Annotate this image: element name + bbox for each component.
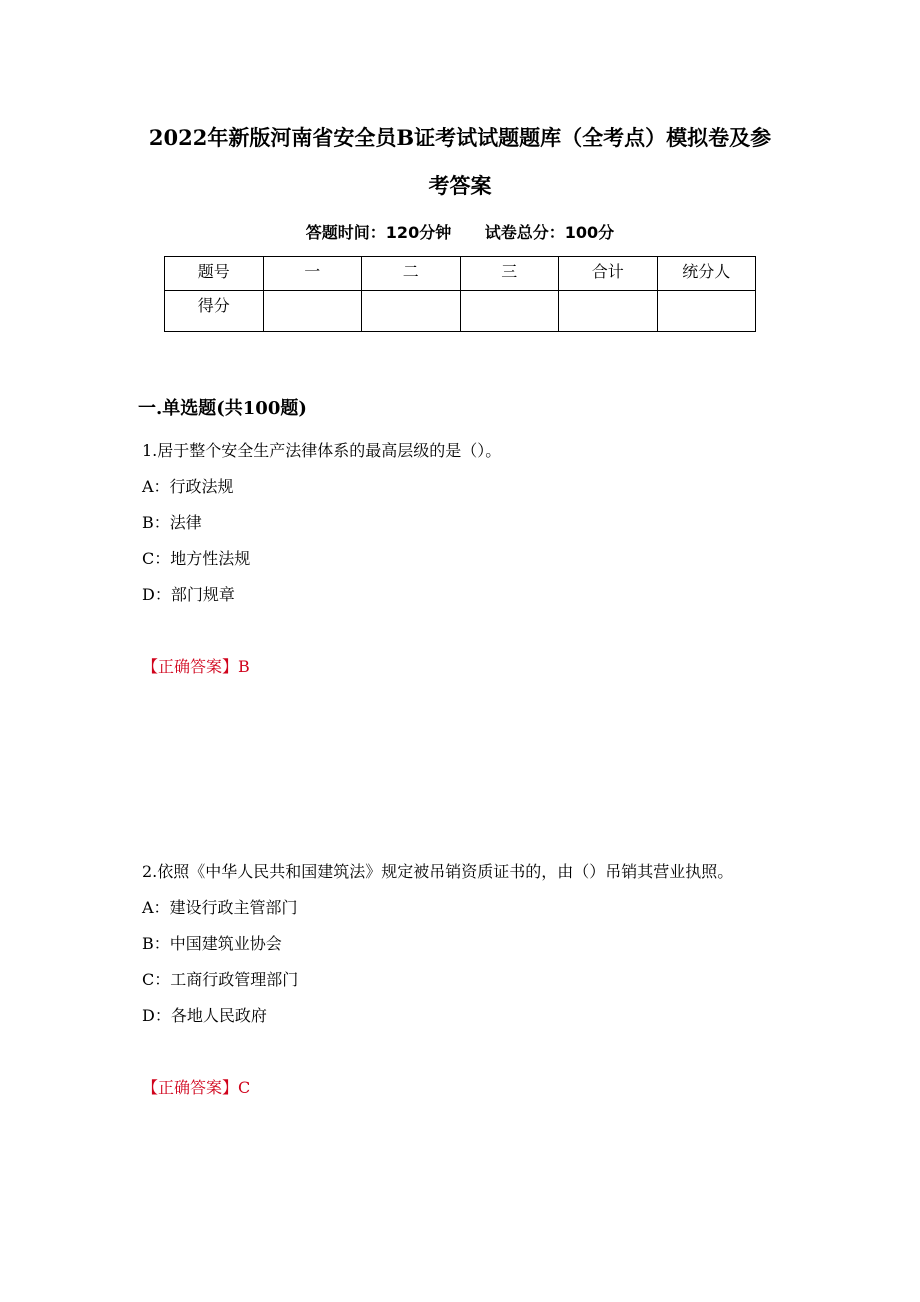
question-option: B：法律 [142,513,202,532]
question-stem: 2.依照《中华人民共和国建筑法》规定被吊销资质证书的，由（）吊销其营业执照。 [142,862,734,881]
document-title-line-2: 考答案 [428,173,492,198]
question-stem: 1.居于整个安全生产法律体系的最高层级的是（）。 [142,441,502,460]
score-cell [263,291,362,332]
document-title [110,114,810,210]
exam-info [0,220,920,246]
score-table-header: 合计 [559,257,658,291]
question-1 [142,433,792,685]
section-title: 一.单选题(共100题) [138,398,307,419]
question-option: C：工商行政管理部门 [142,970,299,989]
correct-answer [142,1070,792,1106]
question-option: B：中国建筑业协会 [142,934,282,953]
score-table-header: 三 [460,257,559,291]
question-option: D：部门规章 [142,585,235,604]
score-table-header-row [165,257,756,291]
score-cell [657,291,756,332]
correct-answer-label: 【正确答案】 [142,657,239,676]
exam-time: 答题时间：120分钟 [305,223,452,242]
question-option: A：建设行政主管部门 [142,898,298,917]
question-option: A：行政法规 [142,477,234,496]
score-cell [460,291,559,332]
score-table-header: 题号 [165,257,264,291]
score-table-header: 二 [362,257,461,291]
correct-answer-value: C [238,1078,251,1097]
correct-answer-label: 【正确答案】 [142,1078,239,1097]
score-table-score-row [165,291,756,332]
score-table-header: 统分人 [657,257,756,291]
question-option: C：地方性法规 [142,549,251,568]
score-table-header: 一 [263,257,362,291]
correct-answer-value: B [238,657,250,676]
question-option: D：各地人民政府 [142,1006,267,1025]
score-row-label: 得分 [165,291,264,332]
score-cell [559,291,658,332]
document-title-line-1: 2022年新版河南省安全员B证考试试题题库（全考点）模拟卷及参 [148,125,772,150]
question-2 [142,854,792,1106]
score-table [164,256,756,332]
score-cell [362,291,461,332]
correct-answer [142,649,792,685]
exam-total-score: 试卷总分：100分 [484,223,615,242]
